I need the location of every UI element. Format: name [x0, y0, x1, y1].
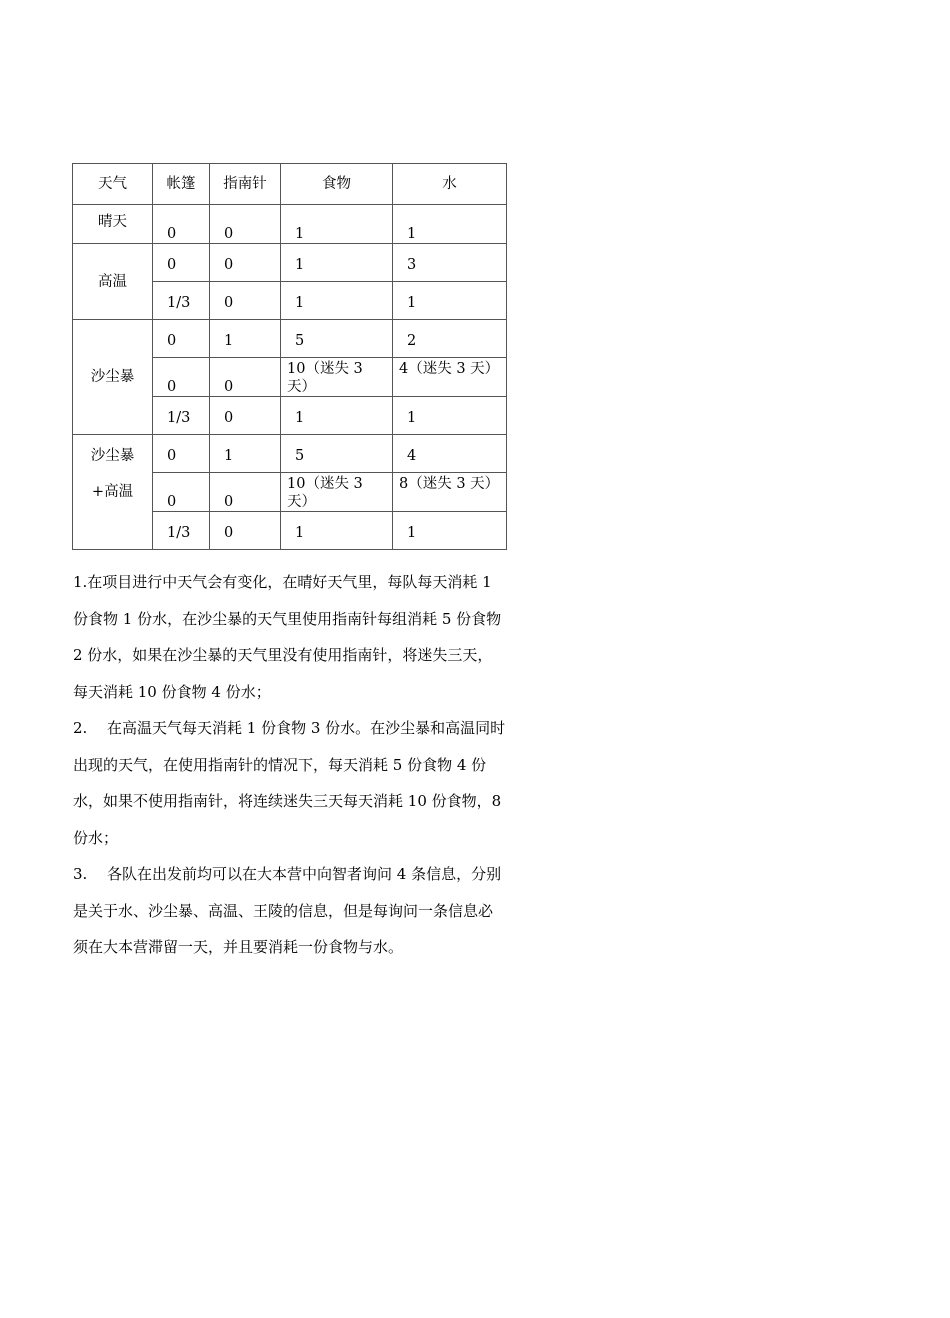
- table-row: [73, 205, 507, 244]
- header-water: 水: [393, 164, 507, 205]
- cell-value: 1/3: [167, 525, 191, 541]
- row-label-sandstorm-hot: [73, 435, 153, 550]
- cell-value: 0: [224, 295, 234, 311]
- cell-value: 0: [167, 226, 177, 242]
- cell-value: 4（迷失 3 天）: [399, 361, 500, 377]
- cell-value: 0: [167, 257, 177, 273]
- table-cell: [281, 244, 393, 282]
- table-cell: [210, 205, 281, 244]
- cell-value: 1: [295, 410, 305, 426]
- cell-value: 0: [167, 333, 177, 349]
- cell-value: 1: [295, 525, 305, 541]
- table-cell: [393, 358, 507, 397]
- table-cell: [393, 397, 507, 435]
- cell-value: 1: [407, 295, 417, 311]
- table-row: [73, 435, 507, 473]
- cell-value: 0: [167, 494, 177, 510]
- table-cell: [281, 397, 393, 435]
- cell-value: 0: [224, 494, 234, 510]
- cell-value: 8（迷失 3 天）: [399, 476, 500, 492]
- cell-value: 0: [224, 379, 234, 395]
- table-cell: [393, 282, 507, 320]
- rule-text: 在高温天气每天消耗 1 份食物 3 份水。在沙尘暴和高温同时出现的天气，在使用指南针的情况下，每天消耗 5 份食物 4 份水，如果不使用指南针，将连续迷失三天每天消耗 10 份食物，8 份水；: [73, 719, 506, 847]
- cell-value: 1: [407, 525, 417, 541]
- rule-text: 各队在出发前均可以在大本营中向智者询问 4 条信息，分别是关于水、沙尘暴、高温、王陵的信息，但是每询问一条信息必须在大本营滞留一天，并且要消耗一份食物与水。: [73, 865, 502, 956]
- table-header-row: [73, 164, 507, 205]
- cell-value: 1: [224, 448, 234, 464]
- table-cell: [153, 473, 210, 512]
- cell-value: 0: [224, 410, 234, 426]
- rule-paragraph-2: [73, 710, 507, 856]
- cell-value: 10（迷失 3 天）: [287, 361, 363, 395]
- rule-paragraph-3: [73, 856, 507, 966]
- cell-value: 0: [224, 257, 234, 273]
- cell-value: 10（迷失 3 天）: [287, 476, 363, 510]
- row-label-line2: +高温: [91, 484, 134, 500]
- table-cell: [281, 473, 393, 512]
- cell-value: 2: [407, 333, 417, 349]
- table-cell: [281, 435, 393, 473]
- table-cell: [210, 435, 281, 473]
- table-cell: [210, 244, 281, 282]
- cell-value: 1: [224, 333, 234, 349]
- cell-value: 4: [407, 448, 417, 464]
- table-cell: [393, 512, 507, 550]
- table-cell: [153, 435, 210, 473]
- table-cell: [153, 282, 210, 320]
- weather-consumption-table: [72, 163, 507, 550]
- table-cell: [210, 473, 281, 512]
- table-cell: [281, 282, 393, 320]
- table-cell: [153, 205, 210, 244]
- row-label-text: 晴天: [98, 214, 127, 230]
- rule-number: 2.: [73, 719, 88, 737]
- row-label-sunny: [73, 205, 153, 244]
- table-cell: [153, 244, 210, 282]
- cell-value: 1: [295, 257, 305, 273]
- table-cell: [393, 435, 507, 473]
- table-cell: [393, 205, 507, 244]
- table-cell: [281, 512, 393, 550]
- table-cell: [153, 358, 210, 397]
- row-label-hot: 高温: [73, 244, 153, 320]
- rules-text: [73, 564, 507, 966]
- header-compass: 指南针: [210, 164, 281, 205]
- cell-value: 0: [224, 525, 234, 541]
- table-cell: [153, 397, 210, 435]
- table-cell: [393, 473, 507, 512]
- cell-value: 1: [295, 295, 305, 311]
- cell-value: 5: [295, 333, 305, 349]
- header-tent: 帐篷: [153, 164, 210, 205]
- row-label-line1: 沙尘暴: [90, 448, 135, 464]
- cell-value: 0: [167, 379, 177, 395]
- cell-value: 1: [295, 226, 305, 242]
- cell-value: 5: [295, 448, 305, 464]
- rule-number: 3.: [73, 865, 88, 883]
- table-row: [73, 320, 507, 358]
- table-cell: [210, 512, 281, 550]
- table-cell: [281, 358, 393, 397]
- table-cell: [393, 320, 507, 358]
- cell-value: 1: [407, 226, 417, 242]
- row-label-sandstorm: 沙尘暴: [73, 320, 153, 435]
- table-cell: [153, 512, 210, 550]
- cell-value: 1: [407, 410, 417, 426]
- table-cell: [393, 244, 507, 282]
- table-cell: [210, 282, 281, 320]
- table-cell: [153, 320, 210, 358]
- cell-value: 1/3: [167, 410, 191, 426]
- table-cell: [281, 205, 393, 244]
- cell-value: 0: [167, 448, 177, 464]
- cell-value: 3: [407, 257, 417, 273]
- cell-value: 1/3: [167, 295, 191, 311]
- table-cell: [210, 397, 281, 435]
- table-row: [73, 244, 507, 282]
- header-food: 食物: [281, 164, 393, 205]
- rule-paragraph-1: 1.在项目进行中天气会有变化，在晴好天气里，每队每天消耗 1 份食物 1 份水，在沙尘暴的天气里使用指南针每组消耗 5 份食物 2 份水，如果在沙尘暴的天气里没有使用指南针，将迷失三天，每天消耗 10 份食物 4 份水；: [73, 573, 502, 701]
- table-cell: [281, 320, 393, 358]
- header-weather: 天气: [73, 164, 153, 205]
- table-cell: [210, 320, 281, 358]
- table-cell: [210, 358, 281, 397]
- cell-value: 0: [224, 226, 234, 242]
